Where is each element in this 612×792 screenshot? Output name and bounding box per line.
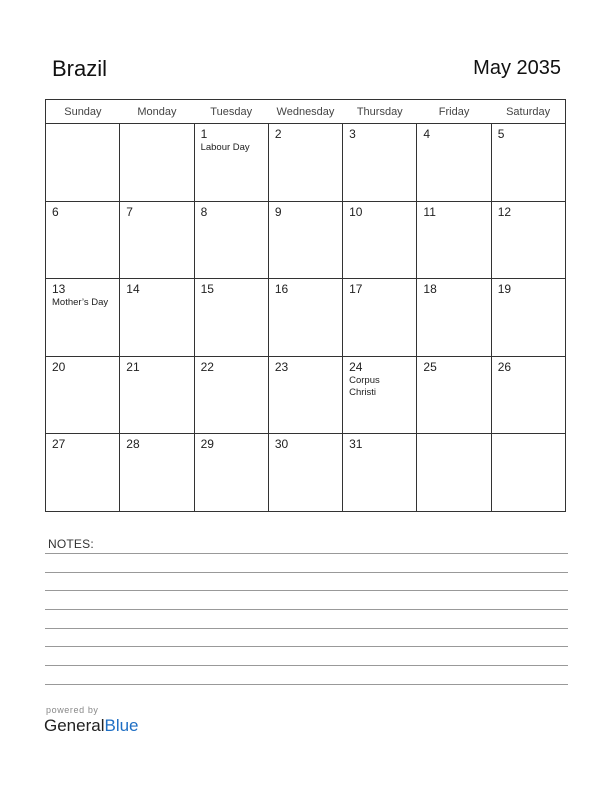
- day-number: 27: [52, 437, 66, 452]
- week-row: [46, 279, 566, 357]
- day-cell-content: [46, 357, 119, 433]
- day-cell[interactable]: [343, 434, 417, 512]
- day-number: 25: [423, 359, 437, 374]
- day-cell-content: [343, 279, 416, 355]
- day-cell[interactable]: [343, 124, 417, 202]
- day-number: 8: [200, 204, 208, 219]
- day-cell[interactable]: [268, 356, 342, 434]
- day-number: 12: [497, 204, 512, 219]
- day-cell[interactable]: [120, 279, 194, 357]
- day-cell-content: [120, 279, 193, 355]
- day-number: 10: [349, 204, 363, 219]
- day-number: 23: [274, 359, 289, 374]
- day-cell-content: [343, 202, 416, 278]
- day-number: 17: [349, 282, 363, 297]
- day-cell[interactable]: [194, 356, 268, 434]
- day-cell-content: [120, 124, 193, 200]
- day-cell-content: [492, 124, 565, 200]
- day-cell[interactable]: [417, 356, 491, 434]
- day-cell[interactable]: [343, 279, 417, 357]
- day-cell-content: [269, 434, 342, 510]
- day-cell-content: [417, 202, 490, 278]
- day-cell-content: [269, 279, 342, 355]
- day-cell[interactable]: [491, 356, 565, 434]
- day-number: 6: [52, 204, 59, 219]
- day-number: 22: [200, 359, 214, 374]
- day-cell-content: [120, 202, 193, 278]
- holiday-label: Mother’s Day: [52, 297, 109, 309]
- day-cell-content: [195, 202, 268, 278]
- day-number: 15: [200, 282, 214, 297]
- day-cell-content: [269, 357, 342, 433]
- weekday-header: Thursday: [343, 100, 417, 124]
- day-number: 14: [126, 282, 140, 297]
- day-cell[interactable]: [417, 434, 491, 512]
- day-cell-content: [46, 434, 119, 510]
- notes-line: [45, 553, 568, 554]
- holiday-label: Corpus Christi: [349, 374, 380, 398]
- day-cell[interactable]: [194, 279, 268, 357]
- week-row: [46, 356, 566, 434]
- day-number: 26: [497, 359, 512, 374]
- day-number: 4: [423, 127, 431, 141]
- day-cell[interactable]: [268, 279, 342, 357]
- notes-label: NOTES:: [48, 537, 94, 551]
- day-cell[interactable]: [194, 434, 268, 512]
- day-cell[interactable]: [268, 124, 342, 202]
- powered-by-text: powered by: [46, 705, 99, 715]
- day-cell-content: [195, 357, 268, 433]
- day-cell-content: [417, 124, 490, 200]
- day-cell[interactable]: [120, 356, 194, 434]
- day-number: 9: [274, 204, 282, 219]
- day-cell-content: [492, 202, 565, 278]
- weekday-header: Wednesday: [268, 100, 342, 124]
- day-cell[interactable]: [46, 124, 120, 202]
- notes-line: [45, 590, 568, 591]
- day-cell[interactable]: [417, 124, 491, 202]
- day-number: 20: [52, 359, 66, 374]
- day-number: 29: [200, 437, 214, 452]
- weekday-header: Monday: [120, 100, 194, 124]
- day-cell-content: [492, 279, 565, 355]
- day-cell[interactable]: [46, 201, 120, 279]
- generalblue-logo[interactable]: [44, 716, 139, 736]
- day-cell-content: [120, 357, 193, 433]
- week-row: [46, 434, 566, 512]
- day-number: 16: [274, 282, 289, 297]
- day-cell[interactable]: [417, 279, 491, 357]
- day-number: 5: [497, 127, 505, 141]
- day-cell[interactable]: [120, 124, 194, 202]
- month-year-title: May 2035: [473, 57, 561, 79]
- day-cell[interactable]: [120, 434, 194, 512]
- logo-text-blue: Blue: [104, 716, 139, 735]
- day-cell[interactable]: [194, 201, 268, 279]
- weekday-header: Saturday: [491, 100, 565, 124]
- day-number: 19: [497, 282, 512, 297]
- day-number: 18: [423, 282, 437, 297]
- day-cell[interactable]: [120, 201, 194, 279]
- notes-line: [45, 684, 568, 685]
- day-number: 2: [274, 127, 282, 141]
- day-cell[interactable]: [491, 279, 565, 357]
- day-cell-content: [195, 434, 268, 510]
- week-row: [46, 124, 566, 202]
- day-cell-content: [343, 357, 416, 433]
- day-cell[interactable]: [194, 124, 268, 202]
- day-number: 13: [52, 282, 66, 297]
- day-cell[interactable]: [343, 356, 417, 434]
- notes-line: [45, 646, 568, 647]
- day-cell[interactable]: [46, 356, 120, 434]
- notes-line: [45, 572, 568, 573]
- day-cell[interactable]: [343, 201, 417, 279]
- holiday-label: Labour Day: [200, 142, 250, 153]
- day-cell-content: [195, 279, 268, 355]
- weekday-header: Tuesday: [194, 100, 268, 124]
- weekday-header: Friday: [417, 100, 491, 124]
- day-cell[interactable]: [46, 434, 120, 512]
- day-cell[interactable]: [268, 434, 342, 512]
- day-cell[interactable]: [417, 201, 491, 279]
- day-cell-content: [343, 124, 416, 200]
- week-row: [46, 201, 566, 279]
- day-cell-content: [46, 279, 119, 355]
- day-cell-content: [269, 124, 342, 200]
- day-cell-content: [492, 357, 565, 433]
- day-cell[interactable]: [46, 279, 120, 357]
- day-cell-content: [492, 434, 565, 510]
- calendar-grid: [45, 99, 566, 512]
- weekday-header-row: [46, 100, 566, 124]
- weekday-header: Sunday: [46, 100, 120, 124]
- day-number: 7: [126, 204, 133, 219]
- notes-line: [45, 628, 568, 629]
- day-cell[interactable]: [491, 201, 565, 279]
- day-cell-content: [269, 202, 342, 278]
- day-number: 24: [349, 359, 363, 374]
- notes-line: [45, 609, 568, 610]
- country-title: Brazil: [52, 56, 108, 81]
- day-number: 21: [126, 359, 140, 374]
- day-cell[interactable]: [491, 124, 565, 202]
- day-cell-content: [195, 124, 268, 200]
- notes-line: [45, 665, 568, 666]
- day-cell[interactable]: [491, 434, 565, 512]
- day-number: 30: [274, 437, 289, 452]
- day-cell-content: [417, 434, 490, 510]
- day-cell-content: [120, 434, 193, 510]
- day-number: 1: [200, 127, 208, 141]
- day-cell-content: [46, 124, 119, 200]
- day-cell[interactable]: [268, 201, 342, 279]
- day-cell-content: [343, 434, 416, 510]
- day-number: 3: [349, 127, 356, 141]
- day-cell-content: [46, 202, 119, 278]
- logo-text-general: General: [44, 716, 105, 735]
- day-number: 31: [349, 437, 363, 452]
- day-number: 11: [423, 204, 436, 219]
- day-cell-content: [417, 279, 490, 355]
- day-number: 28: [126, 437, 140, 452]
- day-cell-content: [417, 357, 490, 433]
